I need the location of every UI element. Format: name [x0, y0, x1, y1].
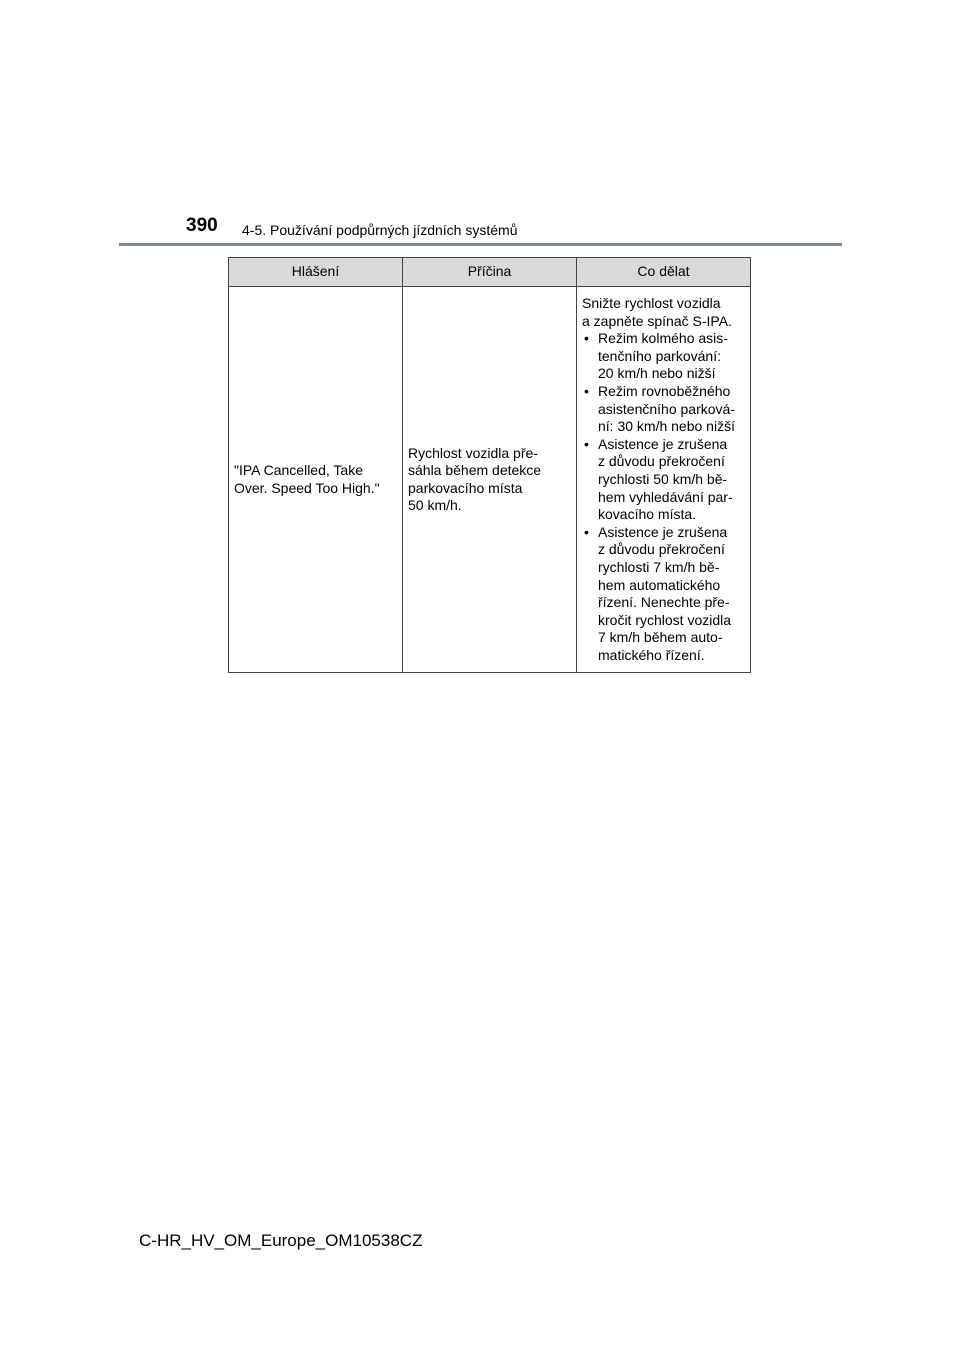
- bullet-line: hem vyhledávání par-: [598, 488, 733, 505]
- cause-line: sáhla během detekce: [408, 462, 542, 479]
- cause-line: Rychlost vozidla pře-: [408, 444, 538, 461]
- bullet-line: Asistence je zrušena: [598, 435, 728, 452]
- header-divider: [119, 243, 842, 246]
- action-bullet-item: [582, 330, 750, 383]
- column-header-message: Hlášení: [229, 258, 403, 287]
- bullet-line: Režim rovnoběžného: [598, 382, 731, 399]
- action-bullet-list: [582, 330, 750, 664]
- bullet-line: z důvodu překročení: [598, 453, 725, 470]
- bullet-line: kovacího místa.: [598, 506, 697, 523]
- message-table: [228, 257, 751, 673]
- bullet-line: Asistence je zrušena: [598, 523, 728, 540]
- column-header-cause: Příčina: [403, 258, 577, 287]
- message-line: Over. Speed Too High.": [234, 479, 380, 496]
- action-cell: [577, 287, 751, 673]
- bullet-line: řízení. Nenechte pře-: [598, 594, 730, 611]
- document-code: C-HR_HV_OM_Europe_OM10538CZ: [139, 1231, 423, 1250]
- column-header-action: Co dělat: [577, 258, 751, 287]
- bullet-line: rychlosti 50 km/h bě-: [598, 470, 728, 487]
- bullet-icon: •: [584, 523, 589, 540]
- message-cell: [229, 287, 403, 673]
- bullet-line: ní: 30 km/h nebo nižší: [598, 418, 735, 435]
- bullet-icon: •: [584, 435, 589, 452]
- action-intro-line: Snižte rychlost vozidla: [582, 295, 721, 311]
- bullet-line: 7 km/h během auto-: [598, 629, 723, 646]
- message-line: "IPA Cancelled, Take: [234, 462, 363, 479]
- action-intro-line: a zapněte spínač S-IPA.: [582, 312, 732, 329]
- bullet-icon: •: [584, 330, 589, 347]
- bullet-line: asistenčního parková-: [598, 400, 735, 417]
- bullet-line: tenčního parkování:: [598, 347, 721, 364]
- table-header-row: [229, 258, 751, 287]
- page-number: 390: [186, 215, 218, 236]
- bullet-icon: •: [584, 382, 589, 399]
- cause-line: 50 km/h.: [408, 497, 462, 514]
- action-bullet-item: [582, 524, 750, 665]
- action-bullet-item: [582, 436, 750, 524]
- cause-line: parkovacího místa: [408, 479, 523, 496]
- action-bullet-item: [582, 383, 750, 436]
- cause-cell: [403, 287, 577, 673]
- bullet-line: z důvodu překročení: [598, 541, 725, 558]
- bullet-line: matického řízení.: [598, 646, 705, 663]
- section-title: 4-5. Používání podpůrných jízdních systémů: [242, 222, 518, 238]
- bullet-line: Režim kolmého asis-: [598, 330, 728, 347]
- bullet-line: kročit rychlost vozidla: [598, 611, 732, 628]
- bullet-line: hem automatického: [598, 576, 721, 593]
- bullet-line: 20 km/h nebo nižší: [598, 365, 716, 382]
- bullet-line: rychlosti 7 km/h bě-: [598, 558, 720, 575]
- table-row: [229, 287, 751, 673]
